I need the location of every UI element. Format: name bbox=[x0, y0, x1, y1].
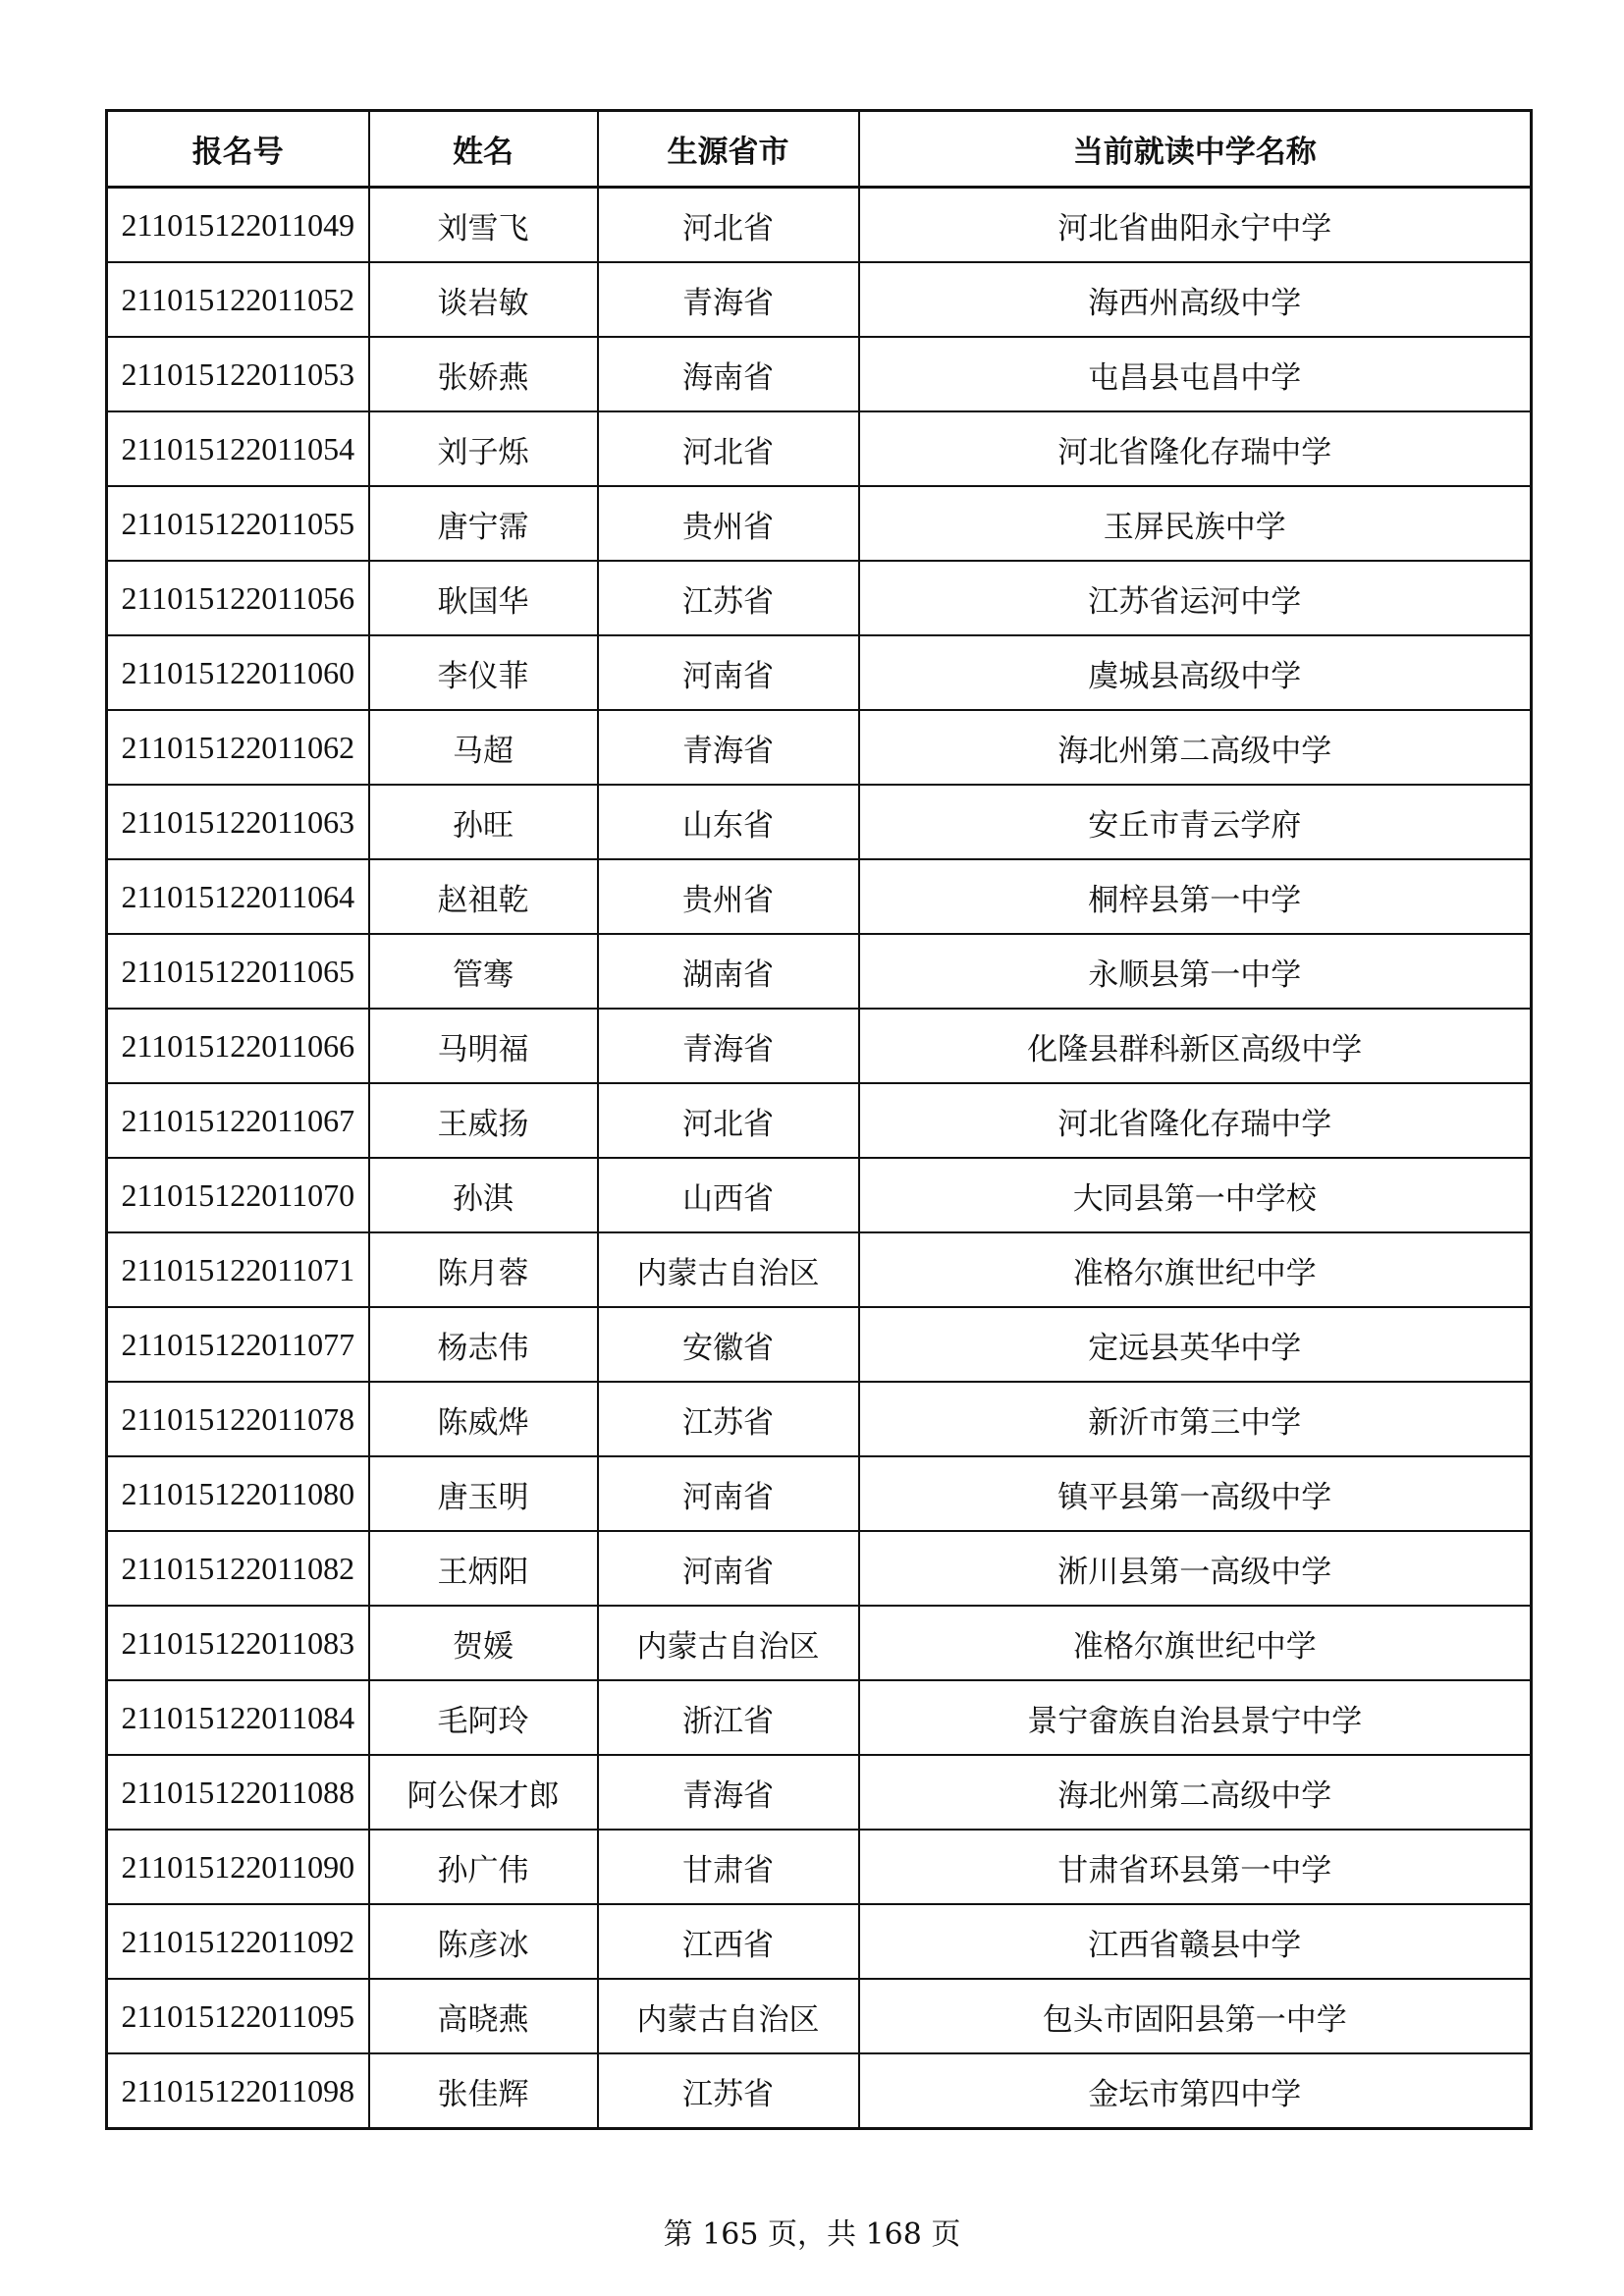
cell-school: 镇平县第一高级中学 bbox=[859, 1456, 1532, 1531]
cell-school: 准格尔旗世纪中学 bbox=[859, 1606, 1532, 1680]
cell-province: 青海省 bbox=[598, 1755, 859, 1830]
cell-name: 王威扬 bbox=[369, 1083, 598, 1158]
cell-school: 淅川县第一高级中学 bbox=[859, 1531, 1532, 1606]
cell-school: 虞城县高级中学 bbox=[859, 635, 1532, 710]
cell-province: 青海省 bbox=[598, 1009, 859, 1083]
table-row bbox=[107, 785, 1532, 859]
table-row bbox=[107, 1009, 1532, 1083]
cell-registration-number: 211015122011078 bbox=[107, 1382, 369, 1456]
cell-name: 耿国华 bbox=[369, 561, 598, 635]
cell-registration-number: 211015122011084 bbox=[107, 1680, 369, 1755]
cell-school: 河北省曲阳永宁中学 bbox=[859, 188, 1532, 263]
table-row bbox=[107, 411, 1532, 486]
cell-school: 海北州第二高级中学 bbox=[859, 1755, 1532, 1830]
cell-registration-number: 211015122011055 bbox=[107, 486, 369, 561]
table-row bbox=[107, 1531, 1532, 1606]
cell-name: 孙广伟 bbox=[369, 1830, 598, 1904]
cell-province: 青海省 bbox=[598, 710, 859, 785]
cell-school: 定远县英华中学 bbox=[859, 1307, 1532, 1382]
cell-province: 青海省 bbox=[598, 262, 859, 337]
table-row bbox=[107, 1083, 1532, 1158]
table-row bbox=[107, 1307, 1532, 1382]
cell-province: 内蒙古自治区 bbox=[598, 1232, 859, 1307]
cell-province: 江西省 bbox=[598, 1904, 859, 1979]
cell-school: 大同县第一中学校 bbox=[859, 1158, 1532, 1232]
cell-name: 刘子烁 bbox=[369, 411, 598, 486]
cell-name: 管骞 bbox=[369, 934, 598, 1009]
cell-name: 陈月蓉 bbox=[369, 1232, 598, 1307]
table-row bbox=[107, 262, 1532, 337]
cell-school: 甘肃省环县第一中学 bbox=[859, 1830, 1532, 1904]
table-row bbox=[107, 1606, 1532, 1680]
cell-province: 河北省 bbox=[598, 188, 859, 263]
page-footer: 第 165 页，共 168 页 bbox=[663, 2217, 961, 2252]
cell-province: 海南省 bbox=[598, 337, 859, 411]
cell-school: 海西州高级中学 bbox=[859, 262, 1532, 337]
cell-province: 河北省 bbox=[598, 411, 859, 486]
cell-name: 唐玉明 bbox=[369, 1456, 598, 1531]
cell-province: 山东省 bbox=[598, 785, 859, 859]
table-row bbox=[107, 934, 1532, 1009]
cell-registration-number: 211015122011064 bbox=[107, 859, 369, 934]
cell-registration-number: 211015122011071 bbox=[107, 1232, 369, 1307]
cell-province: 江苏省 bbox=[598, 2053, 859, 2129]
cell-school: 永顺县第一中学 bbox=[859, 934, 1532, 1009]
cell-registration-number: 211015122011098 bbox=[107, 2053, 369, 2129]
cell-name: 唐宁霈 bbox=[369, 486, 598, 561]
cell-school: 海北州第二高级中学 bbox=[859, 710, 1532, 785]
table-row bbox=[107, 859, 1532, 934]
table-row bbox=[107, 1904, 1532, 1979]
cell-registration-number: 211015122011083 bbox=[107, 1606, 369, 1680]
cell-province: 甘肃省 bbox=[598, 1830, 859, 1904]
cell-registration-number: 211015122011067 bbox=[107, 1083, 369, 1158]
cell-name: 杨志伟 bbox=[369, 1307, 598, 1382]
cell-registration-number: 211015122011049 bbox=[107, 188, 369, 263]
cell-name: 张佳辉 bbox=[369, 2053, 598, 2129]
cell-school: 化隆县群科新区高级中学 bbox=[859, 1009, 1532, 1083]
cell-name: 阿公保才郎 bbox=[369, 1755, 598, 1830]
table-row bbox=[107, 1680, 1532, 1755]
header-school: 当前就读中学名称 bbox=[859, 111, 1532, 188]
cell-school: 新沂市第三中学 bbox=[859, 1382, 1532, 1456]
cell-province: 河南省 bbox=[598, 635, 859, 710]
cell-name: 张娇燕 bbox=[369, 337, 598, 411]
table-row bbox=[107, 710, 1532, 785]
table-row bbox=[107, 1232, 1532, 1307]
cell-province: 江苏省 bbox=[598, 1382, 859, 1456]
cell-name: 赵祖乾 bbox=[369, 859, 598, 934]
cell-province: 贵州省 bbox=[598, 486, 859, 561]
cell-name: 陈威烨 bbox=[369, 1382, 598, 1456]
table-header-row bbox=[107, 111, 1532, 188]
cell-registration-number: 211015122011063 bbox=[107, 785, 369, 859]
cell-province: 河南省 bbox=[598, 1531, 859, 1606]
cell-province: 贵州省 bbox=[598, 859, 859, 934]
table-row bbox=[107, 1755, 1532, 1830]
cell-registration-number: 211015122011054 bbox=[107, 411, 369, 486]
cell-school: 金坛市第四中学 bbox=[859, 2053, 1532, 2129]
cell-registration-number: 211015122011056 bbox=[107, 561, 369, 635]
cell-province: 山西省 bbox=[598, 1158, 859, 1232]
cell-province: 湖南省 bbox=[598, 934, 859, 1009]
cell-school: 河北省隆化存瑞中学 bbox=[859, 1083, 1532, 1158]
cell-school: 准格尔旗世纪中学 bbox=[859, 1232, 1532, 1307]
cell-school: 河北省隆化存瑞中学 bbox=[859, 411, 1532, 486]
cell-registration-number: 211015122011092 bbox=[107, 1904, 369, 1979]
cell-registration-number: 211015122011077 bbox=[107, 1307, 369, 1382]
table-row bbox=[107, 188, 1532, 263]
cell-name: 孙旺 bbox=[369, 785, 598, 859]
table-row bbox=[107, 1979, 1532, 2053]
cell-school: 江苏省运河中学 bbox=[859, 561, 1532, 635]
table-row bbox=[107, 486, 1532, 561]
header-name: 姓名 bbox=[369, 111, 598, 188]
table-row bbox=[107, 1830, 1532, 1904]
roster-table bbox=[105, 109, 1533, 2130]
table-row bbox=[107, 635, 1532, 710]
cell-province: 河南省 bbox=[598, 1456, 859, 1531]
table-row bbox=[107, 561, 1532, 635]
cell-school: 安丘市青云学府 bbox=[859, 785, 1532, 859]
table-row bbox=[107, 1158, 1532, 1232]
cell-registration-number: 211015122011065 bbox=[107, 934, 369, 1009]
cell-province: 安徽省 bbox=[598, 1307, 859, 1382]
cell-school: 江西省赣县中学 bbox=[859, 1904, 1532, 1979]
cell-school: 屯昌县屯昌中学 bbox=[859, 337, 1532, 411]
cell-registration-number: 211015122011080 bbox=[107, 1456, 369, 1531]
cell-registration-number: 211015122011052 bbox=[107, 262, 369, 337]
cell-school: 玉屏民族中学 bbox=[859, 486, 1532, 561]
cell-province: 内蒙古自治区 bbox=[598, 1606, 859, 1680]
cell-name: 谈岩敏 bbox=[369, 262, 598, 337]
cell-registration-number: 211015122011053 bbox=[107, 337, 369, 411]
cell-registration-number: 211015122011062 bbox=[107, 710, 369, 785]
cell-name: 贺媛 bbox=[369, 1606, 598, 1680]
cell-name: 马超 bbox=[369, 710, 598, 785]
cell-registration-number: 211015122011070 bbox=[107, 1158, 369, 1232]
cell-registration-number: 211015122011082 bbox=[107, 1531, 369, 1606]
table-row bbox=[107, 2053, 1532, 2129]
cell-school: 包头市固阳县第一中学 bbox=[859, 1979, 1532, 2053]
cell-registration-number: 211015122011060 bbox=[107, 635, 369, 710]
cell-name: 陈彦冰 bbox=[369, 1904, 598, 1979]
header-registration-number: 报名号 bbox=[107, 111, 369, 188]
cell-province: 江苏省 bbox=[598, 561, 859, 635]
table-row bbox=[107, 1456, 1532, 1531]
cell-province: 河北省 bbox=[598, 1083, 859, 1158]
cell-province: 内蒙古自治区 bbox=[598, 1979, 859, 2053]
cell-school: 桐梓县第一中学 bbox=[859, 859, 1532, 934]
cell-name: 李仪菲 bbox=[369, 635, 598, 710]
cell-registration-number: 211015122011095 bbox=[107, 1979, 369, 2053]
table-row bbox=[107, 1382, 1532, 1456]
cell-name: 孙淇 bbox=[369, 1158, 598, 1232]
cell-registration-number: 211015122011088 bbox=[107, 1755, 369, 1830]
header-province: 生源省市 bbox=[598, 111, 859, 188]
cell-registration-number: 211015122011066 bbox=[107, 1009, 369, 1083]
cell-province: 浙江省 bbox=[598, 1680, 859, 1755]
cell-name: 马明福 bbox=[369, 1009, 598, 1083]
cell-name: 高晓燕 bbox=[369, 1979, 598, 2053]
table-row bbox=[107, 337, 1532, 411]
cell-registration-number: 211015122011090 bbox=[107, 1830, 369, 1904]
table-body bbox=[107, 188, 1532, 2129]
cell-name: 毛阿玲 bbox=[369, 1680, 598, 1755]
cell-school: 景宁畲族自治县景宁中学 bbox=[859, 1680, 1532, 1755]
cell-name: 王炳阳 bbox=[369, 1531, 598, 1606]
cell-name: 刘雪飞 bbox=[369, 188, 598, 263]
